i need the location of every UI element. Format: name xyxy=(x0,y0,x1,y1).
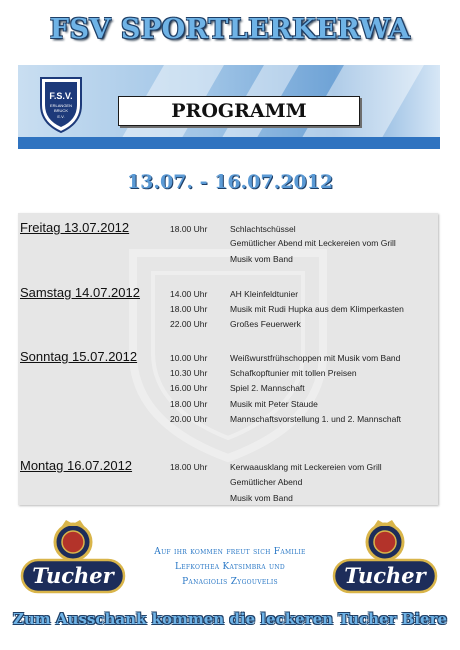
entry-time: 18.00 Uhr xyxy=(170,224,208,234)
entry-time: 10.00 Uhr xyxy=(170,353,208,363)
entry-text: Musik mit Rudi Hupka aus dem Klimperkasten xyxy=(230,304,404,314)
tucher-logo-left xyxy=(18,518,128,598)
tucher-logo-text: Tucher xyxy=(344,563,426,588)
crest-line-4: E.V. xyxy=(57,114,65,119)
poster-title: FSV SPORTLERKERWA xyxy=(49,14,411,45)
entry-time: 18.00 Uhr xyxy=(170,399,208,409)
day-heading-monday: Montag 16.07.2012 xyxy=(20,458,133,473)
day-heading-friday: Freitag 13.07.2012 xyxy=(20,220,130,235)
crest-line-1: F.S.V. xyxy=(49,91,73,101)
entry-time: 22.00 Uhr xyxy=(170,319,208,329)
entry-text: Spiel 2. Mannschaft xyxy=(230,383,305,393)
day-heading-sunday: Sonntag 15.07.2012 xyxy=(20,349,138,364)
fsv-crest-icon xyxy=(38,75,84,135)
sponsor-line: Lefkothea Katsimbra und xyxy=(174,562,286,572)
sponsor-message xyxy=(135,545,325,590)
sponsor-line: Panagiolis Zygouvelis xyxy=(182,577,278,587)
entry-text: Musik mit Peter Staude xyxy=(230,399,318,409)
programm-banner xyxy=(18,65,440,149)
crest-line-3: BRUCK xyxy=(53,108,69,113)
entry-text: Musik vom Band xyxy=(230,254,293,264)
entry-time: 20.00 Uhr xyxy=(170,414,208,424)
tucher-logo-text: Tucher xyxy=(32,563,114,588)
entry-text: Schafkopftunier mit tollen Preisen xyxy=(230,368,357,378)
schedule-panel xyxy=(18,213,438,505)
entry-text: AH Kleinfeldtunier xyxy=(230,289,299,299)
entry-text: Gemütlicher Abend mit Leckereien vom Grill xyxy=(230,238,396,248)
date-range: 13.07. - 16.07.2012 xyxy=(126,171,334,193)
entry-text: Musik vom Band xyxy=(230,493,293,503)
entry-text: Großes Feuerwerk xyxy=(230,319,301,329)
entry-text: Weißwurstfrühschoppen mit Musik vom Band xyxy=(230,353,401,363)
entry-text: Kerwaausklang mit Leckereien vom Grill xyxy=(230,462,382,472)
entry-text: Gemütlicher Abend xyxy=(230,477,303,487)
entry-time: 10.30 Uhr xyxy=(170,368,208,378)
entry-time: 16.00 Uhr xyxy=(170,383,208,393)
entry-time: 18.00 Uhr xyxy=(170,304,208,314)
sponsor-line: Auf ihr kommen freut sich Familie xyxy=(154,547,306,557)
footer-slogan: Zum Ausschank kommen die leckeren Tucher Biere xyxy=(12,610,448,628)
tucher-logo-right xyxy=(330,518,440,598)
entry-text: Schlachtschüssel xyxy=(230,224,296,234)
programm-label: PROGRAMM xyxy=(118,96,360,126)
crest-line-2: ERLANGEN xyxy=(49,103,73,108)
entry-time: 14.00 Uhr xyxy=(170,289,208,299)
entry-text: Mannschaftsvorstellung 1. und 2. Mannschaft xyxy=(230,414,402,424)
day-heading-saturday: Samstag 14.07.2012 xyxy=(20,285,140,300)
entry-time: 18.00 Uhr xyxy=(170,462,208,472)
